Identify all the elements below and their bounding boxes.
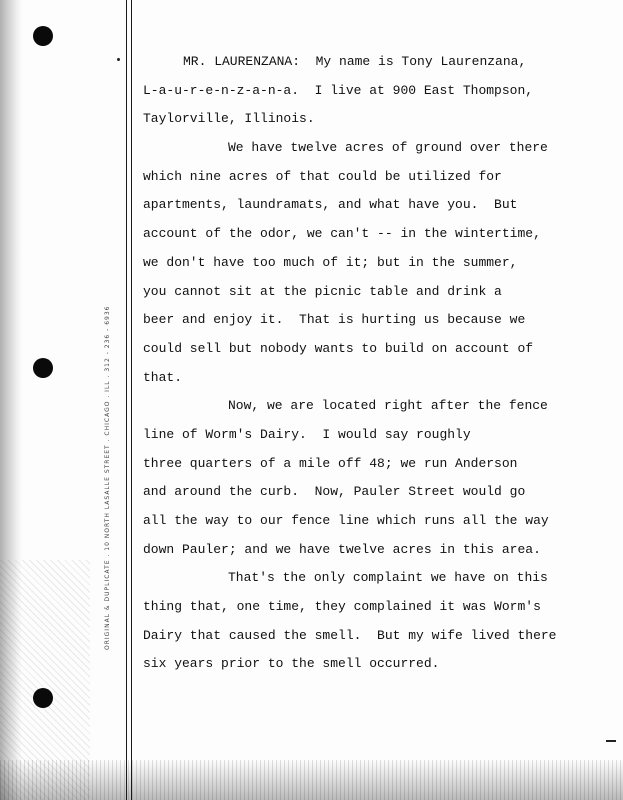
- scan-bottom-noise: [0, 760, 623, 800]
- transcript-line: beer and enjoy it. That is hurting us because we: [143, 312, 526, 328]
- transcript-line: thing that, one time, they complained it was Worm's: [143, 599, 541, 615]
- transcript-line: We have twelve acres of ground over there: [228, 140, 548, 156]
- transcript-line: MR. LAURENZANA: My name is Tony Laurenzana,: [183, 54, 527, 69]
- transcript-line: line of Worm's Dairy. I would say roughly: [143, 426, 471, 442]
- binder-hole-bottom: [33, 688, 53, 708]
- margin-imprint: ORIGINAL & DUPLICATE . 10 NORTH LASALLE STREET . CHICAGO . ILL . 312 - 236 - 6936: [104, 305, 111, 650]
- margin-rule-outer: [126, 0, 127, 800]
- transcript-line: three quarters of a mile off 48; we run Anderson: [143, 455, 518, 471]
- speck-mark: [117, 58, 120, 61]
- binder-hole-middle: [33, 358, 53, 378]
- transcript-line: six years prior to the smell occurred.: [143, 656, 440, 672]
- transcript-line: Dairy that caused the smell. But my wife lived there: [143, 627, 557, 643]
- transcript-line: down Pauler; and we have twelve acres in this area.: [143, 541, 541, 557]
- transcript-line: That's the only complaint we have on this: [228, 570, 548, 586]
- transcript-body: [143, 48, 603, 679]
- transcript-line: apartments, laundramats, and what have you. But: [143, 197, 518, 213]
- transcript-line: L-a-u-r-e-n-z-a-n-a. I live at 900 East Thompson,: [143, 82, 534, 98]
- binder-hole-top: [33, 26, 53, 46]
- transcript-line: Taylorville, Illinois.: [143, 111, 315, 127]
- transcript-line: we don't have too much of it; but in the summer,: [143, 254, 518, 270]
- transcript-line: account of the odor, we can't -- in the wintertime,: [143, 226, 541, 242]
- edge-mark: [606, 740, 616, 742]
- transcript-line: and around the curb. Now, Pauler Street would go: [143, 484, 526, 500]
- transcript-line: that.: [143, 369, 183, 385]
- transcript-line: Now, we are located right after the fence: [228, 398, 548, 414]
- transcript-line: which nine acres of that could be utilized for: [143, 168, 502, 184]
- transcript-line: could sell but nobody wants to build on account of: [143, 340, 534, 356]
- transcript-line: you cannot sit at the picnic table and drink a: [143, 283, 502, 299]
- margin-rule-inner: [131, 0, 132, 800]
- transcript-line: all the way to our fence line which runs all the way: [143, 513, 549, 528]
